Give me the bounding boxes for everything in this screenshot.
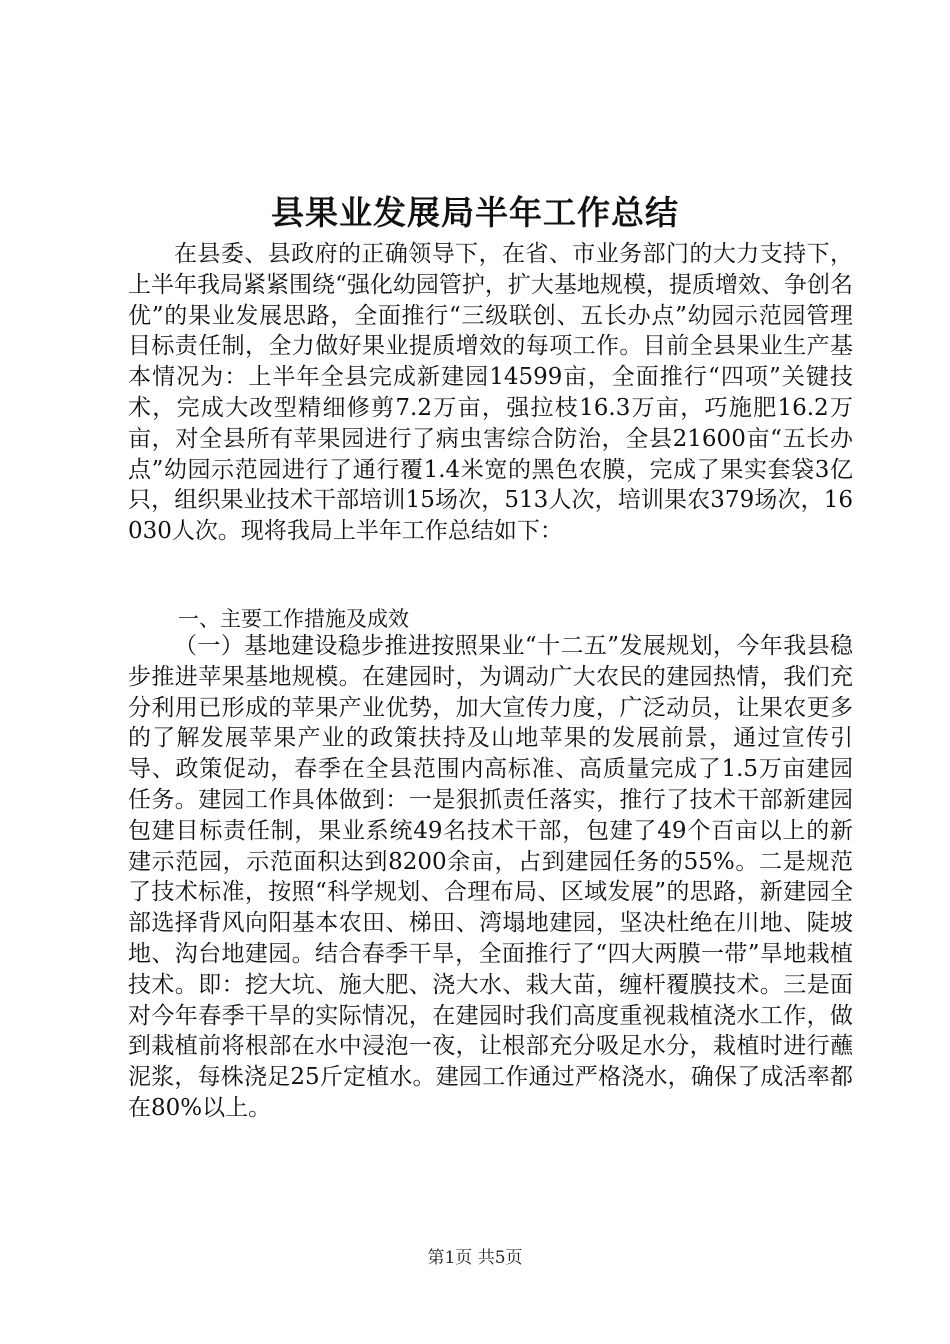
document-title: 县果业发展局半年工作总结 — [271, 193, 679, 232]
page-footer: 第1页 共5页 — [427, 1248, 523, 1268]
intro-paragraph: 在县委、县政府的正确领导下，在省、市业务部门的大力支持下，上半年我局紧紧围绕“强化幼园管护，扩大基地规模，提质增效、争创名优”的果业发展思路，全面推行“三级联创、五长办点”幼园示范园管理目标责任制，全力做好果业提质增效的每项工作。目前全县果业生产基本情况为：上半年全县完成新建园14599亩，全面推行“四项”关键技术，完成大改型精细修剪7.2万亩，强拉枝16.3万亩，巧施肥16.2万亩，对全县所有苹果园进行了病虫害综合防治，全县21600亩“五长办点”幼园示范园进行了通行覆1.4米宽的黑色农膜，完成了果实套袋3亿只，组织果业技术干部培训15场次，513人次，培训果农379场次，16030人次。现将我局上半年工作总结如下： — [128, 241, 853, 545]
body-paragraph: （一）基地建设稳步推进按照果业“十二五”发展规划，今年我县稳步推进苹果基地规模。在建园时，为调动广大农民的建园热情，我们充分利用已形成的苹果产业优势，加大宣传力度，广泛动员，让果农更多的了解发展苹果产业的政策扶持及山地苹果的发展前景，通过宣传引导、政策促动，春季在全县范围内高标准、高质量完成了1.5万亩建园任务。建园工作具体做到：一是狠抓责任落实，推行了技术干部新建园包建目标责任制，果业系统49名技术干部，包建了49个百亩以上的新建示范园，示范面积达到8200余亩，占到建园任务的55%。二是规范了技术标准，按照“科学规划、合理布局、区域发展”的思路，新建园全部选择背风向阳基本农田、梯田、湾塌地建园，坚决杜绝在川地、陡坡地、沟台地建园。结合春季干旱，全面推行了“四大两膜一带”旱地栽植技术。即：挖大坑、施大肥、浇大水、栽大苗，缠杆覆膜技术。三是面对今年春季干旱的实际情况，在建园时我们高度重视栽植浇水工作，做到栽植前将根部在水中浸泡一夜，让根部充分吸足水分，栽植时进行蘸泥浆，每株浇足25斤定植水。建园工作通过严格浇水，确保了成活率都在80%以上。 — [128, 633, 853, 1121]
section-heading: 一、主要工作措施及成效 — [178, 607, 409, 631]
